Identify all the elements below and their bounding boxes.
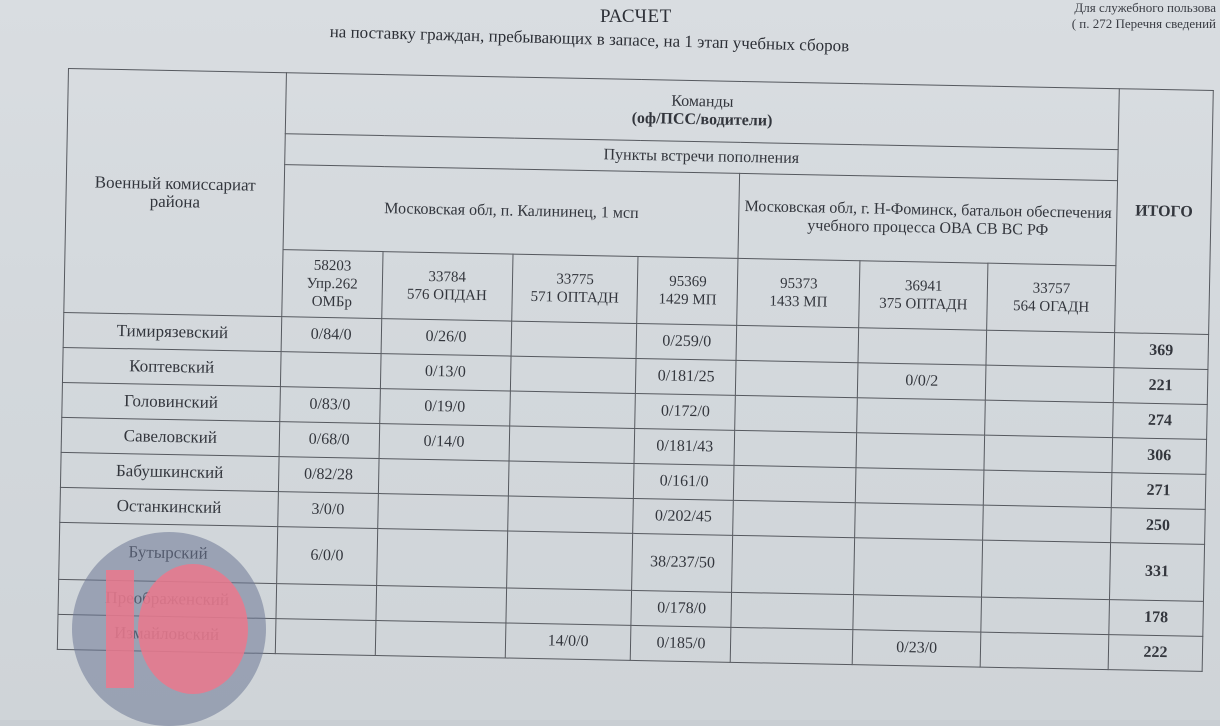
unit-code: 58203 (313, 257, 352, 275)
allocation-cell (853, 595, 982, 632)
allocation-cell: 38/237/50 (632, 533, 733, 592)
allocation-cell: 0/83/0 (280, 387, 381, 424)
allocation-cell (734, 430, 856, 467)
allocation-cell: 14/0/0 (505, 623, 632, 660)
allocation-cell: 0/202/45 (633, 498, 734, 535)
allocation-cell: 0/185/0 (631, 625, 732, 662)
district-cell: Савеловский (61, 417, 279, 456)
allocation-cell (731, 592, 853, 629)
logo-disc-shape (138, 564, 248, 694)
district-column-header: Военный комиссариат района (64, 69, 286, 317)
unit-name: 576 ОПДАН (406, 286, 487, 305)
allocation-cell (732, 535, 855, 594)
unit-name: Упр.262 ОМБр (306, 275, 358, 311)
total-cell: 369 (1114, 333, 1209, 370)
unit-header (859, 261, 988, 330)
classification-stamp (1072, 0, 1216, 32)
allocation-cell (856, 468, 985, 505)
unit-header (282, 250, 383, 319)
allocation-cell (275, 619, 376, 656)
district-cell: Тимирязевский (63, 312, 281, 351)
allocation-cell (855, 503, 984, 540)
allocation-cell: 3/0/0 (278, 492, 379, 529)
allocation-cell (377, 494, 508, 531)
location-2-header: Московская обл, г. Н-Фоминск, батальон обеспечения учебного процесса ОВА СВ ВС РФ (738, 173, 1117, 265)
allocation-cell (854, 538, 983, 597)
allocation-cell (731, 627, 853, 664)
unit-header (637, 256, 738, 325)
allocation-cell: 0/84/0 (281, 317, 382, 354)
allocation-cell: 6/0/0 (276, 527, 377, 586)
allocation-cell (507, 496, 634, 533)
allocation-cell (858, 328, 987, 365)
allocation-cell (985, 365, 1114, 402)
total-cell: 274 (1113, 403, 1208, 440)
allocation-cell: 0/13/0 (380, 354, 511, 391)
total-cell: 331 (1109, 543, 1204, 602)
district-cell: Бабушкинский (60, 452, 278, 491)
allocation-cell (376, 529, 507, 588)
unit-name: 571 ОПТАДН (530, 288, 619, 307)
allocation-cell (376, 586, 507, 623)
allocation-cell (511, 321, 638, 358)
allocation-cell (734, 465, 856, 502)
allocation-cell (375, 621, 506, 658)
allocation-cell: 0/23/0 (852, 630, 981, 667)
allocation-cell (857, 398, 986, 435)
classification-line-1: Для служебного пользова (1074, 0, 1216, 15)
unit-code: 33757 (1032, 280, 1071, 298)
unit-name: 564 ОГАДН (1012, 298, 1090, 316)
allocation-cell: 0/19/0 (379, 389, 510, 426)
unit-code: 95373 (779, 275, 818, 293)
allocation-cell: 0/181/25 (636, 358, 737, 395)
unit-header (987, 263, 1116, 332)
allocation-cell (509, 391, 636, 428)
allocation-cell (506, 588, 633, 625)
unit-name: 1429 МП (658, 291, 717, 309)
commands-subtitle: (оф/ПСС/водители) (631, 109, 773, 130)
allocation-cell (980, 632, 1109, 669)
unit-code: 33784 (428, 268, 467, 286)
document-title: РАСЧЕТ (600, 6, 672, 27)
allocation-cell: 0/0/2 (858, 363, 987, 400)
meeting-points-header: Пункты встречи пополнения (285, 134, 1119, 181)
total-column-header: ИТОГО (1115, 89, 1214, 335)
allocation-cell (981, 597, 1110, 634)
allocation-cell: 0/259/0 (636, 323, 737, 360)
allocation-cell: 0/181/43 (634, 428, 735, 465)
allocation-cell (982, 540, 1111, 599)
district-cell: Головинский (62, 382, 280, 421)
logo-bar-shape (106, 570, 134, 688)
unit-code: 95369 (669, 273, 707, 291)
allocation-cell: 0/26/0 (381, 319, 512, 356)
document-subtitle: на поставку граждан, пребывающих в запасе, на 1 этап учебных сборов (329, 22, 850, 56)
allocation-cell (510, 356, 637, 393)
allocation-cell (508, 461, 635, 498)
allocation-cell (378, 459, 509, 496)
allocation-cell: 0/82/28 (278, 457, 379, 494)
classification-line-2: ( п. 272 Перечня сведений (1071, 16, 1216, 31)
allocation-cell (985, 400, 1114, 437)
allocation-cell (736, 360, 858, 397)
total-cell: 306 (1112, 438, 1207, 475)
allocation-cell (984, 435, 1113, 472)
allocation-cell (986, 330, 1115, 367)
unit-name: 375 ОПТАДН (879, 295, 968, 314)
unit-header (511, 254, 638, 323)
logo-watermark (72, 532, 266, 726)
total-cell: 222 (1108, 635, 1203, 672)
allocation-cell (506, 531, 633, 590)
allocation-cell (983, 470, 1112, 507)
allocation-cell (983, 505, 1112, 542)
commands-title: Команды (671, 92, 734, 111)
allocation-cell (280, 352, 381, 389)
district-cell: Останкинский (60, 487, 278, 526)
allocation-cell (735, 395, 857, 432)
total-cell: 271 (1111, 473, 1206, 510)
allocation-cell (509, 426, 636, 463)
unit-header (381, 252, 512, 321)
allocation-cell (736, 325, 858, 362)
allocation-cell: 0/178/0 (631, 590, 732, 627)
total-cell: 178 (1109, 600, 1204, 637)
allocation-cell: 0/14/0 (379, 424, 510, 461)
allocation-cell: 0/172/0 (635, 393, 736, 430)
allocation-cell: 0/161/0 (634, 463, 735, 500)
total-cell: 250 (1111, 508, 1206, 545)
allocation-cell (856, 433, 985, 470)
unit-name: 1433 МП (769, 293, 828, 311)
allocation-cell (733, 500, 855, 537)
unit-code: 36941 (904, 278, 943, 295)
allocation-cell (276, 584, 377, 621)
district-cell: Коптевский (62, 347, 280, 386)
unit-code: 33775 (556, 271, 594, 289)
location-1-header: Московская обл, п. Калининец, 1 мсп (283, 165, 740, 259)
unit-header (737, 258, 860, 327)
total-cell: 221 (1113, 368, 1208, 405)
allocation-cell: 0/68/0 (279, 422, 380, 459)
